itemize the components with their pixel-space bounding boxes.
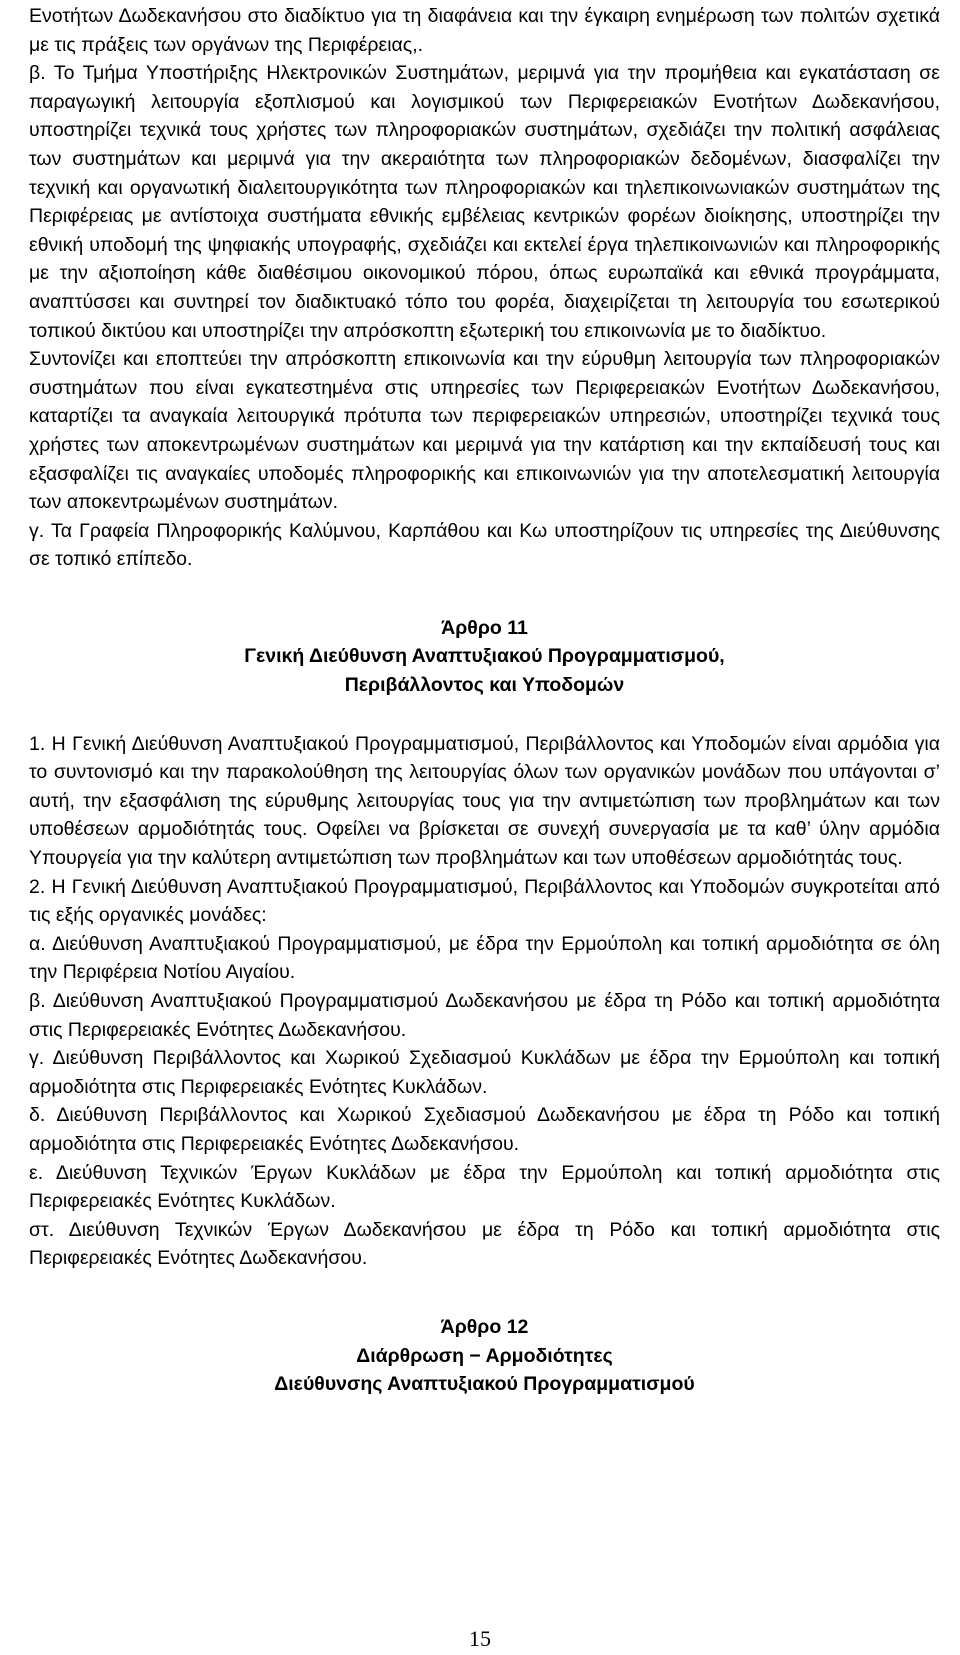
article-12-number: Άρθρο 12 — [440, 1315, 529, 1338]
page-number: 15 — [469, 1626, 491, 1651]
intro-paragraph-4: γ. Τα Γραφεία Πληροφορικής Καλύμνου, Καρπάθου και Κω υποστηρίζουν τις υπηρεσίες της Διεύθυνσης σε τοπικό επίπεδο. — [29, 519, 940, 571]
article-12-heading — [29, 1313, 940, 1399]
unit-item-a: α. Διεύθυνση Αναπτυξιακού Προγραμματισμού, με έδρα την Ερμούπολη και τοπική αρμοδιότητα σε όλη την Περιφέρεια Νοτίου Αιγαίου. — [29, 932, 940, 984]
unit-item-e: ε. Διεύθυνση Τεχνικών Έργων Κυκλάδων με έδρα την Ερμούπολη και τοπική αρμοδιότητα στις Περιφερειακές Ενότητες Κυκλάδων. — [29, 1161, 940, 1213]
unit-item-d: δ. Διεύθυνση Περιβάλλοντος και Χωρικού Σχεδιασμού Δωδεκανήσου με έδρα τη Ρόδο και τοπική αρμοδιότητα στις Περιφερειακές Ενότητες Δωδεκανήσου. — [29, 1104, 940, 1155]
unit-item-c: γ. Διεύθυνση Περιβάλλοντος και Χωρικού Σχεδιασμού Κυκλάδων με έδρα την Ερμούπολη και τοπική αρμοδιότητα στις Περιφερειακές Ενότητες Κυκλάδων. — [29, 1047, 940, 1098]
unit-item-f: στ. Διεύθυνση Τεχνικών Έργων Δωδεκανήσου με έδρα τη Ρόδο και τοπική αρμοδιότητα στις Περιφερειακές Ενότητες Δωδεκανήσου. — [29, 1218, 940, 1270]
intro-paragraph-2: β. Το Τμήμα Υποστήριξης Ηλεκτρονικών Συστημάτων, μεριμνά για την προμήθεια και εγκατάσταση σε παραγωγική λειτουργία εξοπλισμού και λογισμικού των Περιφερειακών Ενοτήτων Δωδεκανήσου, υποστηρίζει τεχνικά τους χρήστες των πληροφοριακών συστημάτων, σχεδιάζει την πολιτική ασφάλειας των συστημάτων και μεριμνά για την ακεραιότητα των πληροφοριακών δεδομένων, διασφαλίζει την τεχνική και οργανωτική διαλειτουργικότητα των πληροφοριακών και τηλεπικοινωνιακών συστημάτων της Περιφέρειας με αντίστοιχα συστήματα εθνικής εμβέλειας κεντρικών φορέων διοίκησης, υποστηρίζει την εθνική υποδομή της ψηφιακής υπογραφής, σχεδιάζει και εκτελεί έργα τηλεπικοινωνιών και πληροφορικής με την αξιοποίηση κάθε διαθέσιμου οικονομικού πόρου, όπως ευρωπαϊκά και εθνικά προγράμματα, αναπτύσσει και συντηρεί τον διαδικτυακό τόπο του φορέα, διαχειρίζεται τη λειτουργία του εσωτερικού τοπικού δικτύου και υποστηρίζει την απρόσκοπτη εξωτερική του επικοινωνία με το διαδίκτυο. — [29, 62, 940, 342]
article-12-title-line-2: Διεύθυνσης Αναπτυξιακού Προγραμματισμού — [274, 1373, 695, 1396]
article-12-title-line-1: Διάρθρωση − Αρμοδιότητες — [356, 1344, 613, 1367]
spacer — [29, 574, 940, 614]
intro-paragraph-1: Ενοτήτων Δωδεκανήσου στο διαδίκτυο για τη διαφάνεια και την έγκαιρη ενημέρωση των πολιτών σχετικά με τις πράξεις των οργάνων της Περιφέρειας,. — [29, 5, 940, 56]
article-11-number: Άρθρο 11 — [441, 616, 528, 639]
spacer — [29, 700, 940, 730]
spacer — [29, 1273, 940, 1313]
article-11-heading — [29, 614, 940, 700]
article-11-paragraph-2: 2. Η Γενική Διεύθυνση Αναπτυξιακού Προγραμματισμού, Περιβάλλοντος και Υποδομών συγκροτείται από τις εξής οργανικές μονάδες: — [29, 875, 940, 927]
article-11-paragraph-1: 1. Η Γενική Διεύθυνση Αναπτυξιακού Προγραμματισμού, Περιβάλλοντος και Υποδομών είναι αρμόδια για το συντονισμό και την παρακολούθηση της λειτουργίας όλων των οργανικών μονάδων που υπάγονται σ’ αυτή, την εξασφάλιση της εύρυθμης λειτουργίας τους για την αντιμετώπιση των προβλημάτων και των υποθέσεων αρμοδιότητάς τους. Οφείλει να βρίσκεται σε συνεχή συνεργασία με τα καθ’ ύλην αρμόδια Υπουργεία για την καλύτερη αντιμετώπιση των προβλημάτων και των υποθέσεων αρμοδιότητάς τους. — [29, 732, 940, 870]
article-11-title-line-2: Περιβάλλοντος και Υποδομών — [344, 674, 625, 697]
article-11-title-line-1: Γενική Διεύθυνση Αναπτυξιακού Προγραμματισμού, — [244, 645, 725, 668]
intro-paragraph-3: Συντονίζει και εποπτεύει την απρόσκοπτη επικοινωνία και την εύρυθμη λειτουργία των πληροφοριακών συστημάτων που είναι εγκατεστημένα στις υπηρεσίες των Περιφερειακών Ενοτήτων Δωδεκανήσου, καταρτίζει τα αναγκαία λειτουργικά πρότυπα των περιφερειακών υπηρεσιών, υποστηρίζει τεχνικά τους χρήστες των αποκεντρωμένων συστημάτων και μεριμνά για την κατάρτιση και την εκπαίδευσή τους και εξασφαλίζει τις αναγκαίες υποδομές πληροφορικής και επικοινωνιών για την αποτελεσματική λειτουργία των αποκεντρωμένων συστημάτων. — [29, 348, 940, 514]
unit-item-b: β. Διεύθυνση Αναπτυξιακού Προγραμματισμού Δωδεκανήσου με έδρα τη Ρόδο και τοπική αρμοδιότητα στις Περιφερειακές Ενότητες Δωδεκανήσου. — [29, 990, 940, 1041]
